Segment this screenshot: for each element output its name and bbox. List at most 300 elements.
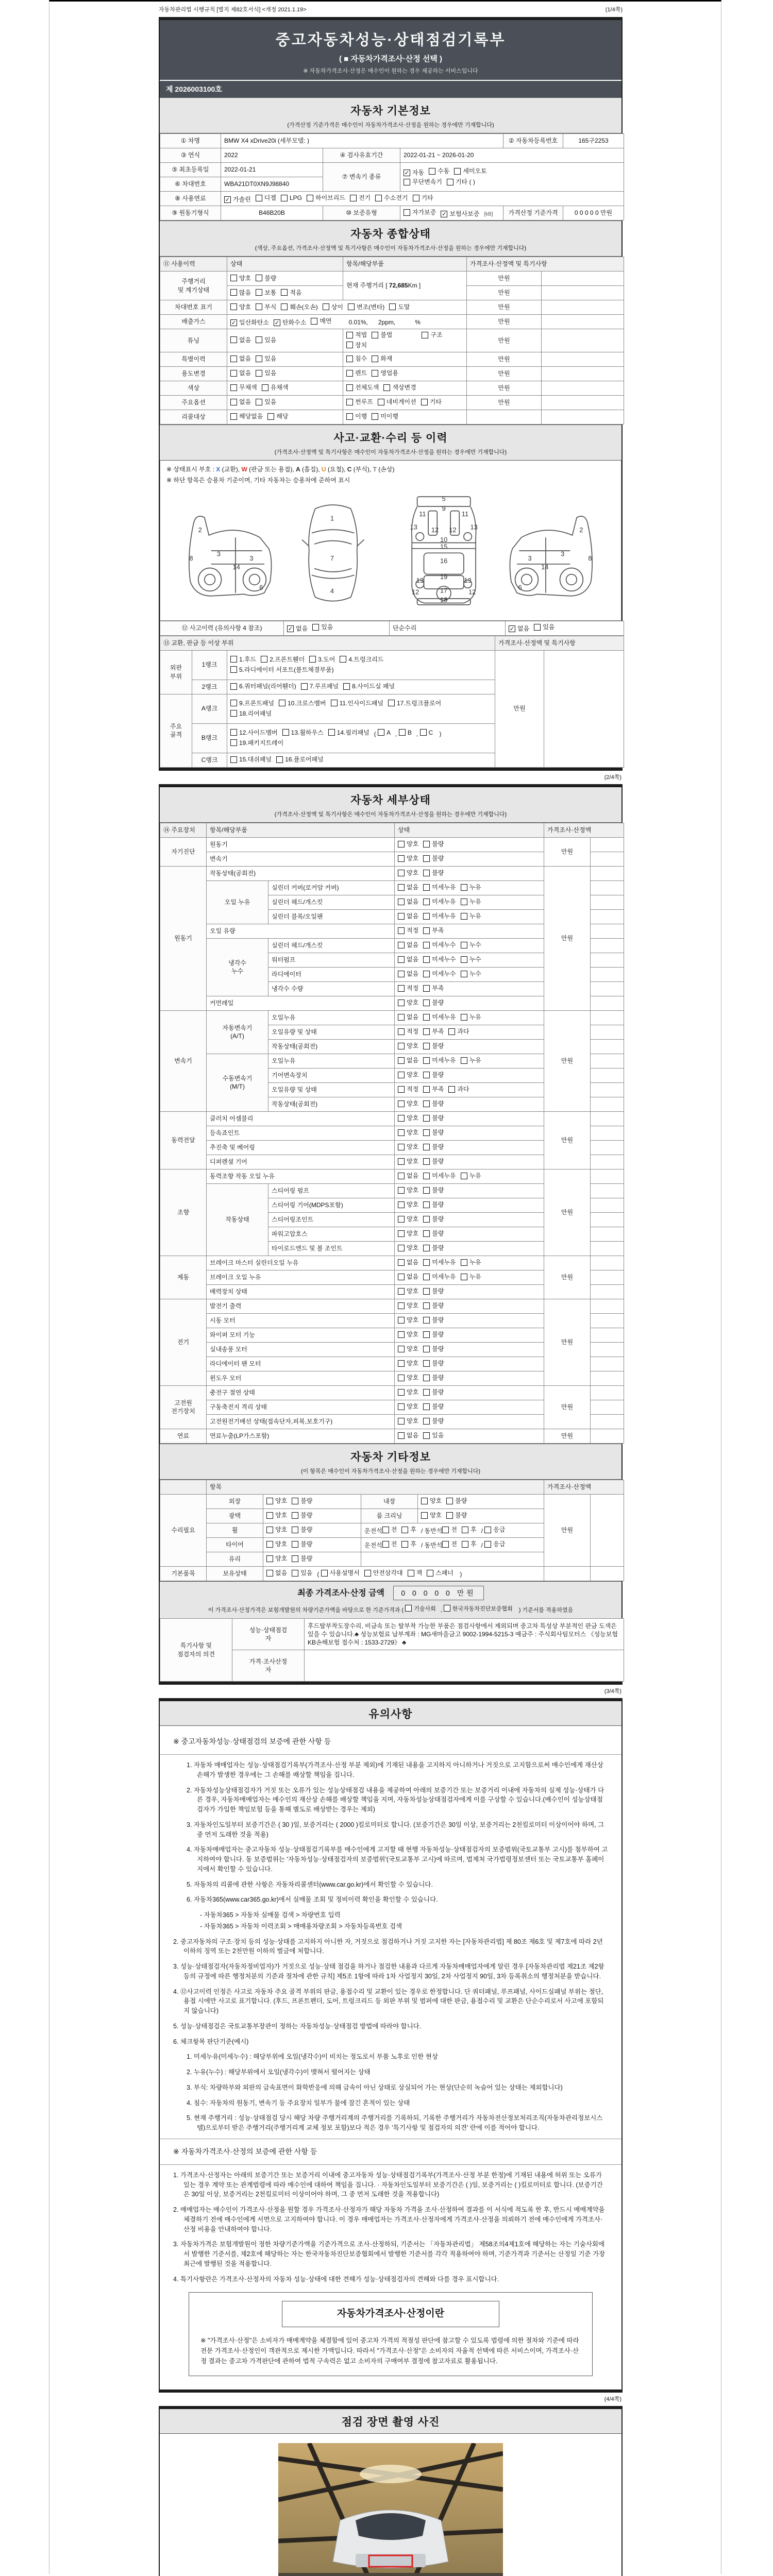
checkbox-누유[interactable] <box>461 1258 481 1266</box>
checkbox-box[interactable] <box>408 1570 414 1577</box>
checkbox-없음[interactable] <box>398 970 418 978</box>
checkbox-box[interactable] <box>372 413 378 420</box>
checkbox-box[interactable] <box>398 927 405 934</box>
checkbox-box[interactable] <box>266 1555 273 1562</box>
checkbox-box[interactable] <box>461 942 467 948</box>
checkbox-미세누유[interactable] <box>423 1172 456 1180</box>
checkbox-세미오토[interactable] <box>454 167 486 175</box>
checkbox-전기[interactable] <box>350 194 371 202</box>
checkbox-LPG[interactable] <box>281 194 302 202</box>
checkbox-수동[interactable] <box>429 167 449 175</box>
checkbox-누수[interactable] <box>461 941 481 949</box>
checkbox-box[interactable] <box>429 168 435 175</box>
checkbox-box[interactable] <box>461 956 467 963</box>
checkbox-box[interactable] <box>340 656 346 663</box>
checkbox-안전삼각대[interactable] <box>364 1569 403 1577</box>
checkbox-수소전기[interactable] <box>375 194 408 202</box>
checkbox-box[interactable] <box>230 355 237 362</box>
checkbox-box[interactable] <box>398 1346 405 1352</box>
checkbox-16.플로어패널[interactable] <box>276 755 324 764</box>
checkbox-box[interactable] <box>423 855 430 862</box>
checkbox-box[interactable] <box>292 1541 298 1548</box>
checkbox-없음[interactable] <box>398 955 418 963</box>
checkbox-양호[interactable] <box>398 1071 418 1079</box>
checkbox-box[interactable] <box>423 1317 430 1324</box>
checkbox-box[interactable] <box>401 1541 408 1548</box>
checkbox-box[interactable] <box>276 756 283 763</box>
checkbox-box[interactable] <box>281 195 288 201</box>
checkbox-box[interactable] <box>423 1115 430 1122</box>
checkbox-box[interactable] <box>312 624 319 631</box>
checkbox-box[interactable] <box>423 1201 430 1208</box>
checkbox-디젤[interactable] <box>256 194 276 202</box>
checkbox-box[interactable] <box>398 913 405 920</box>
checkbox-box[interactable] <box>398 1187 405 1194</box>
checkbox-불량[interactable] <box>292 1526 312 1534</box>
checkbox-누수[interactable] <box>461 970 481 978</box>
checkbox-9.프론트패널[interactable] <box>230 699 274 707</box>
checkbox-누유[interactable] <box>461 912 481 920</box>
checkbox-전[interactable] <box>382 1540 397 1548</box>
checkbox-box[interactable] <box>423 1028 430 1035</box>
checkbox-불량[interactable] <box>256 274 276 282</box>
checkbox-8.사이드실 패널[interactable] <box>343 682 395 690</box>
checkbox-썬루프[interactable] <box>346 398 373 406</box>
checkbox-box[interactable] <box>398 1375 405 1381</box>
checkbox-box[interactable] <box>382 1541 389 1548</box>
checkbox-box[interactable] <box>398 1288 405 1295</box>
checkbox-2.프론트휀더[interactable] <box>261 655 305 664</box>
checkbox-있음[interactable] <box>256 336 276 344</box>
checkbox-있음[interactable] <box>256 398 276 406</box>
checkbox-box[interactable] <box>423 1173 430 1179</box>
checkbox-box[interactable] <box>346 332 353 338</box>
checkbox-전[interactable] <box>442 1540 457 1548</box>
checkbox-이행[interactable] <box>346 412 367 420</box>
checkbox-box[interactable] <box>423 1403 430 1410</box>
checkbox-없음[interactable] <box>398 912 418 920</box>
checkbox-없음[interactable] <box>398 1258 418 1266</box>
checkbox-box[interactable] <box>484 1541 491 1548</box>
checkbox-과다[interactable] <box>448 1027 469 1036</box>
checkbox-잭[interactable] <box>408 1569 423 1577</box>
checkbox-box[interactable] <box>328 729 335 736</box>
checkbox-box[interactable] <box>404 179 410 185</box>
checkbox-장치[interactable] <box>346 341 367 349</box>
checkbox-box[interactable] <box>292 1555 298 1562</box>
checkbox-적법[interactable] <box>346 331 367 339</box>
checkbox-box[interactable] <box>461 1259 467 1266</box>
checkbox-양호[interactable] <box>266 1497 287 1505</box>
checkbox-불량[interactable] <box>446 1497 467 1505</box>
checkbox-불량[interactable] <box>423 840 444 848</box>
checkbox-box[interactable] <box>301 683 308 690</box>
checkbox-box[interactable] <box>398 1100 405 1107</box>
checkbox-응급[interactable] <box>484 1526 505 1534</box>
checkbox-불량[interactable] <box>423 1244 444 1252</box>
checkbox-box[interactable] <box>398 899 405 905</box>
checkbox-없음[interactable] <box>230 336 251 344</box>
checkbox-box[interactable] <box>423 999 430 1006</box>
checkbox-있음[interactable] <box>534 623 554 631</box>
checkbox-불량[interactable] <box>423 1186 444 1194</box>
checkbox-box[interactable] <box>398 956 405 963</box>
checkbox-box[interactable] <box>423 1432 430 1439</box>
checkbox-누유[interactable] <box>461 897 481 906</box>
checkbox-자가보증[interactable] <box>404 208 436 216</box>
checkbox-box[interactable] <box>292 1512 298 1519</box>
checkbox-불량[interactable] <box>292 1511 312 1519</box>
checkbox-양호[interactable] <box>266 1554 287 1563</box>
checkbox-box[interactable] <box>382 1527 389 1533</box>
checkbox-없음[interactable] <box>230 354 251 363</box>
checkbox-보험사보증[interactable] <box>441 210 479 218</box>
checkbox-box[interactable] <box>423 841 430 848</box>
checkbox-1.후드[interactable] <box>230 655 256 664</box>
checkbox-box[interactable] <box>427 1570 433 1577</box>
checkbox-box[interactable]: ✓ <box>274 319 280 326</box>
checkbox-한국자동차진단보증협회[interactable] <box>444 1604 513 1613</box>
checkbox-불량[interactable] <box>423 1215 444 1223</box>
checkbox-box[interactable] <box>398 1144 405 1150</box>
checkbox-box[interactable] <box>398 1403 405 1410</box>
checkbox-양호[interactable] <box>230 303 251 311</box>
checkbox-적정[interactable] <box>398 1027 418 1036</box>
checkbox-불량[interactable] <box>423 1287 444 1295</box>
checkbox-box[interactable] <box>262 384 268 391</box>
checkbox-양호[interactable] <box>266 1526 287 1534</box>
checkbox-box[interactable] <box>230 710 237 717</box>
checkbox-box[interactable] <box>423 1216 430 1223</box>
checkbox-없음[interactable] <box>266 1569 287 1577</box>
checkbox-불법[interactable] <box>372 331 392 339</box>
checkbox-양호[interactable] <box>421 1511 442 1519</box>
checkbox-있음[interactable] <box>256 369 276 377</box>
checkbox-box[interactable] <box>398 841 405 848</box>
checkbox-box[interactable] <box>423 985 430 992</box>
checkbox-탄화수소[interactable] <box>274 318 306 327</box>
checkbox-자동[interactable] <box>404 168 424 177</box>
checkbox-양호[interactable] <box>398 1157 418 1165</box>
checkbox-box[interactable] <box>422 332 428 338</box>
checkbox-양호[interactable] <box>398 1229 418 1238</box>
checkbox-box[interactable] <box>423 1288 430 1295</box>
checkbox-box[interactable] <box>398 1418 405 1425</box>
checkbox-box[interactable] <box>423 1129 430 1136</box>
checkbox-box[interactable] <box>423 1331 430 1338</box>
checkbox-미세누유[interactable] <box>423 897 456 906</box>
checkbox-box[interactable] <box>375 195 382 201</box>
checkbox-양호[interactable] <box>398 1359 418 1367</box>
checkbox-box[interactable] <box>266 1527 273 1533</box>
checkbox-box[interactable] <box>423 1418 430 1425</box>
checkbox-없음[interactable] <box>398 1172 418 1180</box>
checkbox-미세누유[interactable] <box>423 1056 456 1064</box>
checkbox-box[interactable] <box>398 999 405 1006</box>
checkbox-box[interactable] <box>423 1014 430 1021</box>
checkbox-box[interactable] <box>423 971 430 977</box>
checkbox-양호[interactable] <box>398 1417 418 1425</box>
checkbox-box[interactable] <box>398 1360 405 1367</box>
checkbox-미세누유[interactable] <box>423 1013 456 1021</box>
checkbox-box[interactable] <box>398 1331 405 1338</box>
checkbox-box[interactable] <box>398 1158 405 1165</box>
checkbox-box[interactable] <box>256 355 262 362</box>
checkbox-7.루프패널[interactable] <box>301 682 339 690</box>
checkbox-box[interactable] <box>292 1570 298 1577</box>
checkbox-box[interactable] <box>311 318 317 325</box>
checkbox-box[interactable] <box>372 332 378 338</box>
checkbox-불량[interactable] <box>423 1402 444 1411</box>
checkbox-box[interactable] <box>256 303 262 310</box>
checkbox-box[interactable] <box>398 1173 405 1179</box>
checkbox-box[interactable] <box>398 1302 405 1309</box>
checkbox-일산화탄소[interactable] <box>230 318 269 327</box>
checkbox-무채색[interactable] <box>230 383 257 392</box>
checkbox-box[interactable] <box>256 336 262 343</box>
checkbox-box[interactable] <box>398 1317 405 1324</box>
checkbox-box[interactable] <box>423 1043 430 1049</box>
checkbox-box[interactable] <box>462 1541 468 1548</box>
checkbox-불량[interactable] <box>423 1200 444 1209</box>
checkbox-box[interactable] <box>401 1527 408 1533</box>
checkbox-box[interactable] <box>398 1201 405 1208</box>
checkbox-box[interactable] <box>461 971 467 977</box>
checkbox-불량[interactable] <box>423 1301 444 1310</box>
checkbox-box[interactable] <box>423 1086 430 1093</box>
checkbox-후[interactable] <box>462 1540 477 1548</box>
checkbox-적정[interactable] <box>398 1085 418 1093</box>
checkbox-양호[interactable] <box>398 1316 418 1324</box>
checkbox-box[interactable] <box>266 1570 273 1577</box>
checkbox-box[interactable] <box>230 683 237 690</box>
checkbox-후[interactable] <box>401 1526 416 1534</box>
checkbox-불량[interactable] <box>423 854 444 862</box>
checkbox-box[interactable] <box>423 1144 430 1150</box>
checkbox-box[interactable] <box>423 956 430 963</box>
checkbox-box[interactable] <box>398 1389 405 1396</box>
checkbox-양호[interactable] <box>398 1186 418 1194</box>
checkbox-없음[interactable] <box>398 1013 418 1021</box>
checkbox-box[interactable] <box>346 370 353 377</box>
checkbox-box[interactable] <box>281 289 288 296</box>
checkbox-box[interactable] <box>398 971 405 977</box>
checkbox-적정[interactable] <box>398 984 418 992</box>
checkbox-box[interactable] <box>423 1230 430 1237</box>
checkbox-없음[interactable] <box>287 624 308 633</box>
checkbox-box[interactable] <box>267 413 274 420</box>
checkbox-많음[interactable] <box>230 289 251 297</box>
checkbox-없음[interactable] <box>398 1273 418 1281</box>
checkbox-미세누유[interactable] <box>423 912 456 920</box>
checkbox-box[interactable] <box>405 1605 412 1612</box>
checkbox-box[interactable] <box>423 1389 430 1396</box>
checkbox-box[interactable] <box>398 1086 405 1093</box>
checkbox-불량[interactable] <box>292 1497 312 1505</box>
checkbox-구조[interactable] <box>422 331 442 339</box>
checkbox-box[interactable] <box>398 985 405 992</box>
checkbox-box[interactable] <box>423 1375 430 1381</box>
checkbox-불량[interactable] <box>423 869 444 877</box>
checkbox-box[interactable] <box>256 289 262 296</box>
checkbox-box[interactable] <box>256 370 262 377</box>
checkbox-box[interactable] <box>423 1100 430 1107</box>
checkbox-불량[interactable] <box>423 1042 444 1050</box>
checkbox-양호[interactable] <box>398 1374 418 1382</box>
checkbox-box[interactable] <box>423 1346 430 1352</box>
checkbox-box[interactable] <box>423 913 430 920</box>
checkbox-box[interactable] <box>423 1072 430 1078</box>
checkbox-box[interactable] <box>256 275 262 281</box>
checkbox-양호[interactable] <box>398 1128 418 1137</box>
checkbox-box[interactable]: ✓ <box>231 319 237 326</box>
checkbox-box[interactable] <box>389 303 396 310</box>
checkbox-미이행[interactable] <box>372 412 398 420</box>
checkbox-box[interactable] <box>307 195 313 201</box>
checkbox-box[interactable] <box>261 656 267 663</box>
checkbox-box[interactable] <box>446 1512 453 1519</box>
checkbox-응급[interactable] <box>484 1540 505 1548</box>
checkbox-불량[interactable] <box>423 1143 444 1151</box>
checkbox-없음[interactable] <box>509 624 529 633</box>
checkbox-box[interactable] <box>398 1274 405 1280</box>
checkbox-없음[interactable] <box>230 369 251 377</box>
checkbox-유채색[interactable] <box>262 383 289 392</box>
checkbox-box[interactable] <box>423 927 430 934</box>
checkbox-box[interactable] <box>398 1230 405 1237</box>
checkbox-미세누유[interactable] <box>423 1273 456 1281</box>
checkbox-box[interactable] <box>423 1360 430 1367</box>
checkbox-양호[interactable] <box>398 840 418 848</box>
checkbox-box[interactable] <box>230 729 237 736</box>
checkbox-기타 ( )[interactable] <box>447 178 475 186</box>
checkbox-5.라디에이터 서포트(볼트체결부품)[interactable] <box>230 666 334 674</box>
checkbox-양호[interactable] <box>398 1143 418 1151</box>
checkbox-box[interactable] <box>350 195 357 201</box>
checkbox-box[interactable] <box>372 370 378 377</box>
checkbox-box[interactable] <box>413 195 419 201</box>
checkbox-box[interactable] <box>423 1158 430 1165</box>
checkbox-box[interactable] <box>321 1570 328 1577</box>
checkbox-불량[interactable] <box>423 1071 444 1079</box>
checkbox-불량[interactable] <box>423 1316 444 1324</box>
checkbox-양호[interactable] <box>398 869 418 877</box>
checkbox-있음[interactable] <box>256 354 276 363</box>
checkbox-6.쿼터패널(리어휀더)[interactable] <box>230 682 296 690</box>
checkbox-box[interactable] <box>461 1274 467 1280</box>
checkbox-box[interactable] <box>230 666 237 673</box>
checkbox-매연[interactable] <box>311 317 331 325</box>
checkbox-box[interactable] <box>484 1527 491 1533</box>
checkbox-네비게이션[interactable] <box>378 398 416 406</box>
checkbox-box[interactable] <box>442 1541 449 1548</box>
checkbox-box[interactable] <box>372 355 378 362</box>
checkbox-영업용[interactable] <box>372 369 398 377</box>
checkbox-4.트렁크리드[interactable] <box>340 655 383 664</box>
checkbox-불량[interactable] <box>423 1374 444 1382</box>
checkbox-있음[interactable] <box>292 1569 312 1577</box>
checkbox-box[interactable] <box>230 275 237 281</box>
checkbox-3.도어[interactable] <box>309 655 335 664</box>
checkbox-box[interactable] <box>230 399 237 405</box>
checkbox-양호[interactable] <box>398 1402 418 1411</box>
checkbox-box[interactable] <box>230 739 237 746</box>
checkbox-적정[interactable] <box>398 926 418 935</box>
checkbox-box[interactable] <box>421 1498 428 1504</box>
checkbox-불량[interactable] <box>423 1114 444 1122</box>
checkbox-box[interactable] <box>398 870 405 876</box>
checkbox-과다[interactable] <box>448 1085 469 1093</box>
checkbox-box[interactable] <box>346 384 353 391</box>
checkbox-침수[interactable] <box>346 354 367 363</box>
checkbox-10.크로스멤버[interactable] <box>279 699 326 707</box>
checkbox-전체도색[interactable] <box>346 383 379 392</box>
checkbox-불량[interactable] <box>423 1359 444 1367</box>
checkbox-box[interactable] <box>398 1014 405 1021</box>
checkbox-미세누유[interactable] <box>423 883 456 891</box>
checkbox-box[interactable] <box>378 729 384 736</box>
checkbox-box[interactable] <box>421 399 428 405</box>
checkbox-box[interactable] <box>281 303 288 310</box>
checkbox-불량[interactable] <box>423 1099 444 1108</box>
checkbox-box[interactable]: ✓ <box>404 170 410 176</box>
checkbox-box[interactable] <box>404 209 410 216</box>
checkbox-없음[interactable] <box>398 897 418 906</box>
checkbox-box[interactable] <box>266 1498 273 1504</box>
checkbox-해당[interactable] <box>267 412 288 420</box>
checkbox-양호[interactable] <box>266 1511 287 1519</box>
checkbox-미세누수[interactable] <box>423 970 456 978</box>
checkbox-box[interactable]: ✓ <box>442 211 447 217</box>
checkbox-B[interactable] <box>399 728 412 737</box>
checkbox-누유[interactable] <box>461 1056 481 1064</box>
checkbox-미세누수[interactable] <box>423 941 456 949</box>
checkbox-box[interactable] <box>461 913 467 920</box>
checkbox-양호[interactable] <box>398 1114 418 1122</box>
checkbox-18.리어패널[interactable] <box>230 709 272 718</box>
checkbox-19.패키지트레이[interactable] <box>230 739 283 747</box>
checkbox-불량[interactable] <box>423 1417 444 1425</box>
checkbox-11.인사이드패널[interactable] <box>331 699 383 707</box>
checkbox-전[interactable] <box>382 1526 397 1534</box>
checkbox-있음[interactable] <box>423 1431 444 1439</box>
checkbox-양호[interactable] <box>398 1215 418 1223</box>
checkbox-box[interactable] <box>442 1527 449 1533</box>
checkbox-양호[interactable] <box>398 998 418 1007</box>
checkbox-하이브리드[interactable] <box>307 194 345 202</box>
checkbox-box[interactable] <box>256 399 262 405</box>
checkbox-box[interactable] <box>446 1498 453 1504</box>
checkbox-box[interactable] <box>398 1259 405 1266</box>
checkbox-box[interactable] <box>423 870 430 876</box>
checkbox-불량[interactable] <box>423 1128 444 1137</box>
checkbox-화재[interactable] <box>372 354 392 363</box>
checkbox-없음[interactable] <box>398 1431 418 1439</box>
checkbox-부족[interactable] <box>423 926 444 935</box>
checkbox-변조(변타)[interactable] <box>348 303 384 311</box>
checkbox-box[interactable] <box>398 1043 405 1049</box>
checkbox-box[interactable]: ✓ <box>288 626 293 633</box>
checkbox-box[interactable] <box>398 1129 405 1136</box>
checkbox-box[interactable] <box>423 1302 430 1309</box>
checkbox-적음[interactable] <box>281 289 301 297</box>
checkbox-box[interactable] <box>292 1527 298 1533</box>
checkbox-box[interactable] <box>444 1605 450 1612</box>
checkbox-미세누유[interactable] <box>423 1258 456 1266</box>
checkbox-box[interactable] <box>423 884 430 891</box>
checkbox-box[interactable] <box>461 1173 467 1179</box>
checkbox-무단변속기[interactable] <box>404 178 442 186</box>
